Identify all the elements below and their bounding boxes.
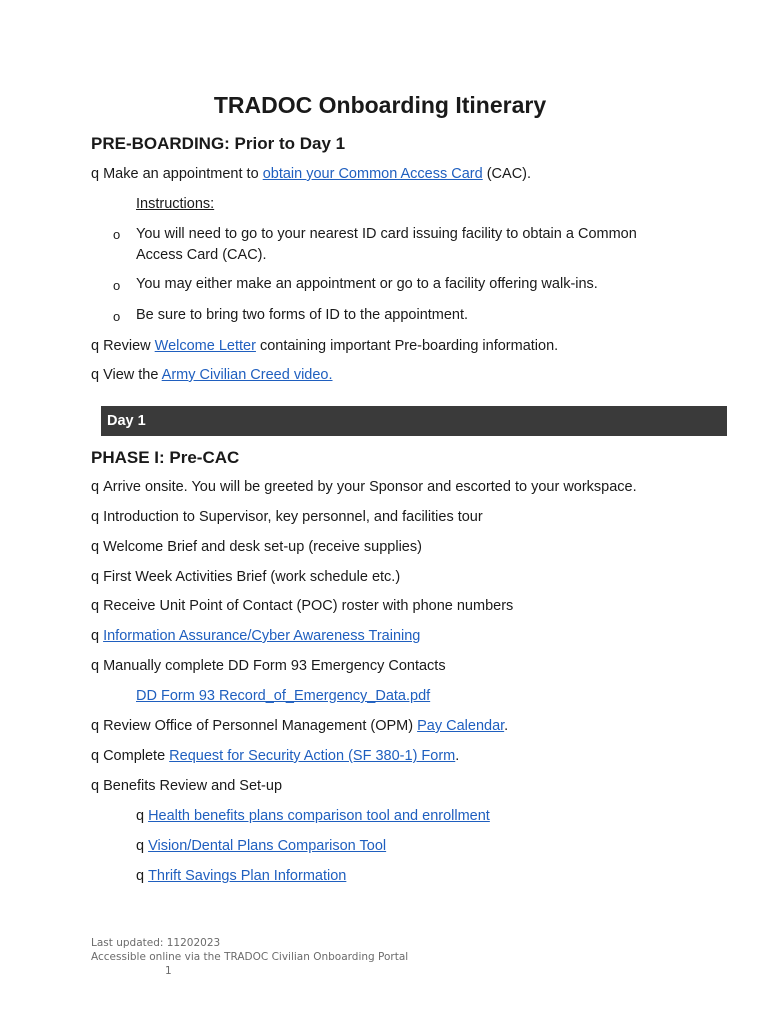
checkbox-glyph[interactable]: q	[91, 748, 100, 764]
item-text: View the	[103, 367, 162, 383]
welcome-letter-link[interactable]: Welcome Letter	[154, 338, 256, 354]
ia-training-link[interactable]: Information Assurance/Cyber Awareness Training	[103, 628, 421, 644]
item-text: Make an appointment to	[103, 166, 263, 182]
footer-accessible: Accessible online via the TRADOC Civilian Onboarding Portal	[91, 951, 409, 963]
item-text: Review	[103, 338, 155, 354]
checklist-item-creed	[91, 367, 333, 383]
instruction-bullet: You may either make an appointment or go to a facility offering walk-ins.	[136, 276, 598, 292]
checkbox-glyph[interactable]: q	[91, 479, 100, 495]
benefit-item	[136, 868, 346, 884]
checkbox-glyph[interactable]: q	[91, 718, 100, 734]
checklist-item-ia	[91, 628, 420, 644]
instruction-bullet: You will need to go to your nearest ID card issuing facility to obtain a Common Access Card (CAC).	[136, 226, 637, 263]
cac-link[interactable]: obtain your Common Access Card	[262, 166, 483, 182]
checklist-item	[91, 479, 637, 495]
item-text: (CAC).	[482, 166, 532, 182]
dd93-pdf-item	[136, 688, 430, 704]
checkbox-glyph[interactable]: q	[91, 628, 100, 644]
item-text: Review Office of Personnel Management (OPM)	[103, 718, 418, 734]
preboarding-heading: PRE-BOARDING: Prior to Day 1	[91, 134, 346, 153]
item-text: .	[504, 718, 509, 734]
page-title: TRADOC Onboarding Itinerary	[213, 92, 547, 118]
checkbox-glyph[interactable]: q	[91, 509, 100, 525]
item-text: Receive Unit Point of Contact (POC) roster with phone numbers	[103, 598, 514, 614]
checkbox-glyph[interactable]: q	[91, 778, 100, 794]
item-text: Complete	[103, 748, 170, 764]
footer-updated: Last updated: 11202023	[91, 937, 221, 949]
creed-video-link[interactable]: Army Civilian Creed video.	[161, 367, 333, 383]
phase1-heading: PHASE I: Pre-CAC	[91, 448, 240, 467]
item-text: Welcome Brief and desk set-up (receive supplies)	[103, 539, 422, 555]
item-text: .	[455, 748, 460, 764]
checklist-item-dd93	[91, 658, 446, 674]
health-benefits-link[interactable]: Health benefits plans comparison tool and enrollment	[148, 808, 490, 824]
benefit-item	[136, 808, 490, 824]
sf380-link[interactable]: Request for Security Action (SF 380-1) Form	[169, 748, 456, 764]
dd93-pdf-link[interactable]: DD Form 93 Record_of_Emergency_Data.pdf	[136, 688, 431, 704]
checkbox-glyph[interactable]: q	[91, 539, 100, 555]
vision-dental-link[interactable]: Vision/Dental Plans Comparison Tool	[148, 838, 387, 854]
bullet-icon: o	[113, 309, 121, 324]
item-text: Benefits Review and Set-up	[103, 778, 283, 794]
item-text: Arrive onsite. You will be greeted by your Sponsor and escorted to your workspace.	[103, 479, 637, 495]
benefit-item	[136, 838, 386, 854]
checkbox-glyph[interactable]: q	[91, 598, 100, 614]
checklist-item-benefits	[91, 778, 282, 794]
tsp-link[interactable]: Thrift Savings Plan Information	[148, 868, 347, 884]
page-number: 1	[165, 965, 172, 977]
instructions-label: Instructions:	[136, 196, 215, 212]
instruction-bullet: Be sure to bring two forms of ID to the appointment.	[136, 307, 469, 323]
item-text: First Week Activities Brief (work schedule etc.)	[103, 569, 401, 585]
checklist-item	[91, 569, 400, 585]
checklist-item-opm	[91, 718, 508, 734]
item-text: Introduction to Supervisor, key personnel, and facilities tour	[103, 509, 483, 525]
checkbox-glyph[interactable]: q	[136, 838, 145, 854]
checklist-item-sf380	[91, 748, 459, 764]
bullet-icon: o	[113, 227, 121, 242]
day-1-bar: Day 1	[101, 406, 727, 436]
item-text: Manually complete DD Form 93 Emergency Contacts	[103, 658, 446, 674]
checklist-item-cac	[91, 166, 531, 182]
checkbox-glyph[interactable]: q	[136, 808, 145, 824]
checklist-item-welcome	[91, 338, 558, 354]
checkbox-glyph[interactable]: q	[91, 367, 100, 383]
checkbox-glyph[interactable]: q	[91, 166, 100, 182]
pay-calendar-link[interactable]: Pay Calendar	[417, 718, 505, 734]
checklist-item	[91, 598, 513, 614]
checkbox-glyph[interactable]: q	[91, 658, 100, 674]
checkbox-glyph[interactable]: q	[91, 338, 100, 354]
checkbox-glyph[interactable]: q	[91, 569, 100, 585]
item-text: containing important Pre-boarding information.	[255, 338, 559, 354]
checklist-item	[91, 509, 483, 525]
bullet-icon: o	[113, 278, 121, 293]
checkbox-glyph[interactable]: q	[136, 868, 145, 884]
checklist-item	[91, 539, 422, 555]
